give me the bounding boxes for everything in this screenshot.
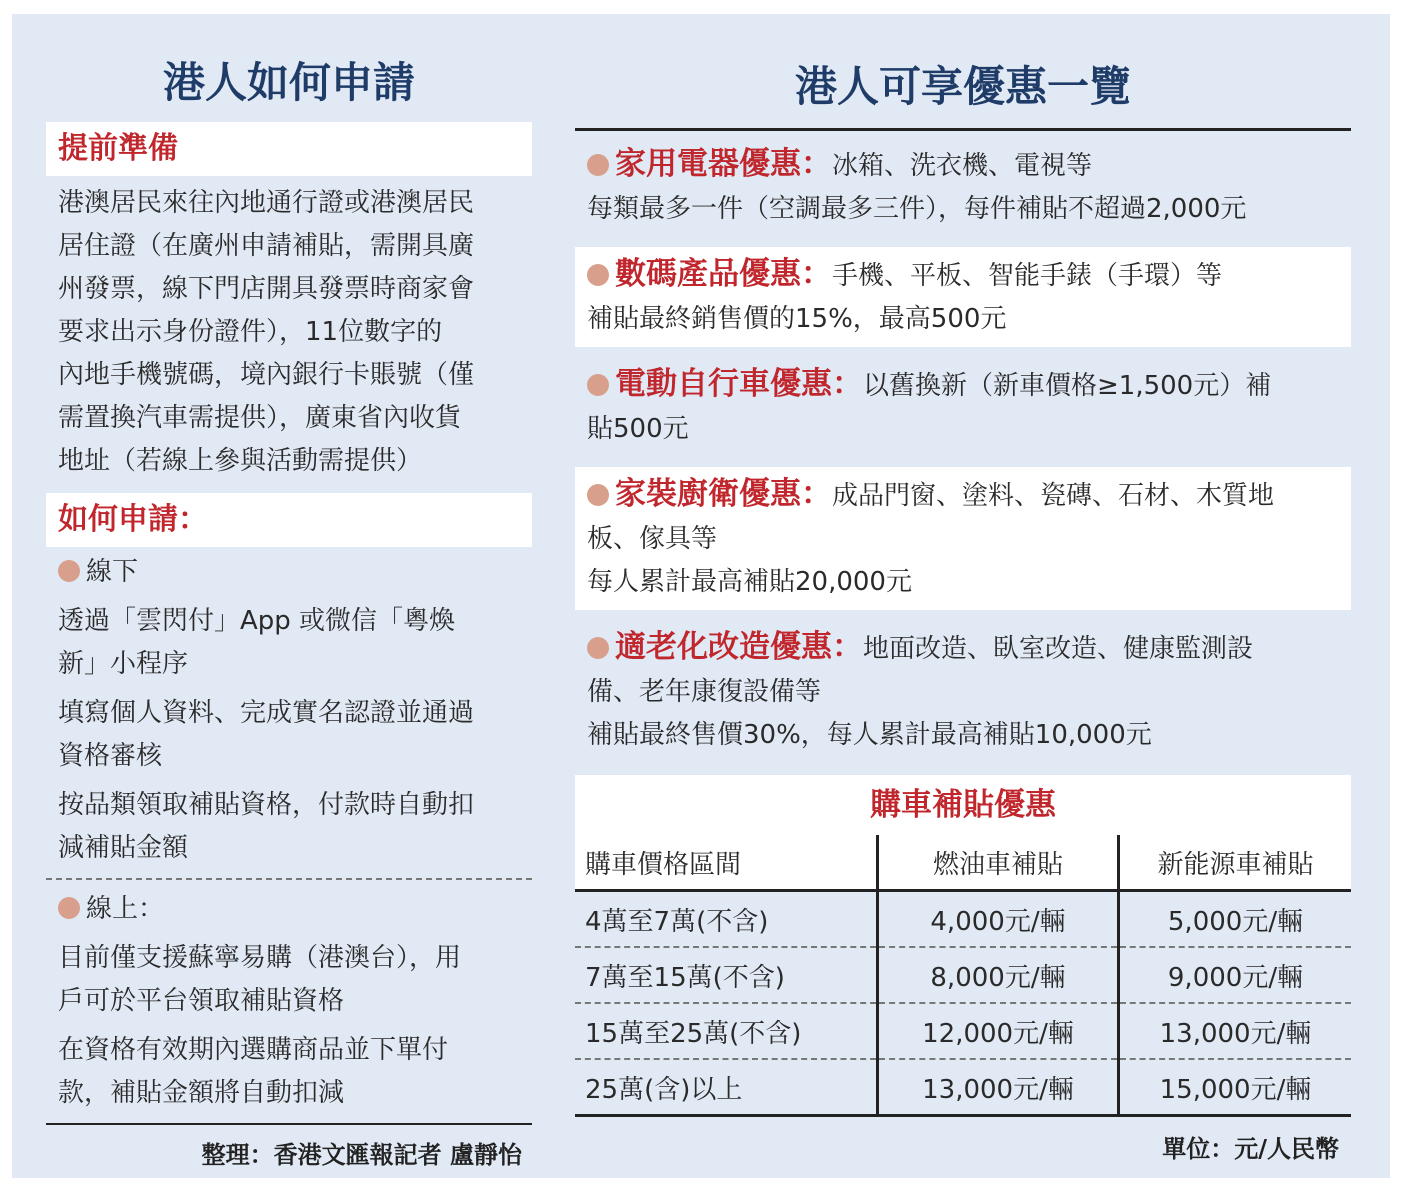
prep-line: 港澳居民來往內地通行證或港澳居民: [58, 188, 475, 218]
step-line: 新」小程序: [58, 649, 189, 679]
nev-cell: 13,000元/輛: [1119, 1003, 1352, 1059]
online-section: [46, 888, 532, 1115]
card-first-line: [587, 363, 1339, 408]
bullet-dot-icon: [587, 154, 609, 176]
step-line: 透過「雲閃付」App 或微信「粵煥: [58, 606, 456, 636]
card-heading: 電動自行車優惠：: [615, 366, 863, 402]
card-text: 補貼最終銷售價的15%，最高500元: [587, 304, 1007, 334]
offline-step: [46, 600, 532, 686]
card-text: 以舊換新（新車價格≥1,500元）補: [863, 371, 1272, 401]
bullet-dot-icon: [587, 374, 609, 396]
card-text: 每人累計最高補貼20,000元: [587, 567, 912, 597]
card-first-line: [587, 626, 1339, 671]
unit-note: 單位：元/人民幣: [1162, 1134, 1339, 1163]
header-nev: 新能源車補貼: [1119, 835, 1352, 891]
step-line: 填寫個人資料、完成實名認證並通過: [58, 698, 475, 728]
offline-label: 線下: [86, 557, 139, 587]
infographic-panel: [12, 14, 1390, 1178]
appliance-card: [575, 137, 1351, 237]
bullet-dot-icon: [587, 264, 609, 286]
step-line: 目前僅支援蘇寧易購（港澳台），用: [58, 943, 462, 973]
online-step: [46, 1029, 532, 1115]
benefits-column: [575, 14, 1351, 1164]
card-heading: 家用電器優惠：: [615, 146, 832, 182]
table-row: [575, 891, 1351, 948]
prep-line: 內地手機號碼，境內銀行卡賬號（僅: [58, 360, 475, 390]
elderly-card: [575, 620, 1351, 763]
prep-line: 州發票，線下門店開具發票時商家會: [58, 274, 475, 304]
online-label-row: [46, 888, 532, 931]
bullet-dot-icon: [587, 637, 609, 659]
dashed-divider: [46, 878, 532, 880]
card-heading: 適老化改造優惠：: [615, 629, 863, 665]
nev-cell: 5,000元/輛: [1119, 891, 1352, 948]
right-title: 港人可享優惠一覽: [794, 62, 1131, 111]
fuel-cell: 13,000元/輛: [878, 1059, 1119, 1116]
car-subsidy-table: [575, 835, 1351, 1117]
bullet-dot-icon: [58, 560, 80, 582]
left-title: 港人如何申請: [162, 58, 415, 107]
offline-step: [46, 692, 532, 778]
step-line: 資格審核: [58, 741, 163, 771]
card-text: 貼500元: [587, 414, 689, 444]
card-text: 板、傢具等: [587, 524, 718, 554]
prep-body: [46, 176, 532, 483]
table-row: [575, 1059, 1351, 1116]
table-row: [575, 947, 1351, 1003]
card-text: 備、老年康復設備等: [587, 677, 822, 707]
offline-label-row: [46, 551, 532, 594]
step-line: 款，補貼金額將自動扣減: [58, 1078, 345, 1108]
fuel-cell: 8,000元/輛: [878, 947, 1119, 1003]
price-range-cell: 25萬(含)以上: [575, 1059, 878, 1116]
card-first-line: [587, 143, 1339, 188]
price-range-cell: 15萬至25萬(不含): [575, 1003, 878, 1059]
byline: 整理：香港文匯報記者 盧靜怡: [201, 1140, 522, 1169]
fuel-cell: 12,000元/輛: [878, 1003, 1119, 1059]
car-table-title: 購車補貼優惠: [575, 775, 1351, 835]
price-range-cell: 4萬至7萬(不含): [575, 891, 878, 948]
card-first-line: [587, 253, 1339, 298]
header-price-range: 購車價格區間: [575, 835, 878, 891]
step-line: 減補貼金額: [58, 833, 189, 863]
title-rule: [575, 128, 1351, 131]
fuel-cell: 4,000元/輛: [878, 891, 1119, 948]
bullet-dot-icon: [58, 897, 80, 919]
online-label: 線上：: [86, 894, 165, 924]
offline-step: [46, 784, 532, 870]
step-line: 在資格有效期內選購商品並下單付: [58, 1035, 449, 1065]
table-header-row: [575, 835, 1351, 891]
offline-section: [46, 547, 532, 870]
card-heading: 家裝廚衛優惠：: [615, 476, 832, 512]
nev-cell: 9,000元/輛: [1119, 947, 1352, 1003]
prep-line: 需置換汽車需提供），廣東省內收貨: [58, 403, 462, 433]
card-text: 每類最多一件（空調最多三件），每件補貼不超過2,000元: [587, 194, 1247, 224]
apply-heading: 如何申請：: [46, 493, 532, 547]
prep-line: 地址（若線上參與活動需提供）: [58, 446, 423, 476]
digital-card: [575, 247, 1351, 347]
table-row: [575, 1003, 1351, 1059]
prep-line: 要求出示身份證件），11位數字的: [58, 317, 443, 347]
card-text: 冰箱、洗衣機、電視等: [832, 151, 1093, 181]
ebike-card: [575, 357, 1351, 457]
card-text: 補貼最終售價30%，每人累計最高補貼10,000元: [587, 720, 1152, 750]
card-heading: 數碼產品優惠：: [615, 256, 832, 292]
step-line: 按品類領取補貼資格，付款時自動扣: [58, 790, 475, 820]
nev-cell: 15,000元/輛: [1119, 1059, 1352, 1116]
card-text: 地面改造、臥室改造、健康監測設: [863, 634, 1254, 664]
bottom-rule: [46, 1123, 532, 1125]
price-range-cell: 7萬至15萬(不含): [575, 947, 878, 1003]
online-step: [46, 937, 532, 1023]
step-line: 戶可於平台領取補貼資格: [58, 986, 345, 1016]
prep-heading: 提前準備: [46, 122, 532, 176]
prep-line: 居住證（在廣州申請補貼，需開具廣: [58, 231, 475, 261]
how-to-apply-column: [46, 14, 532, 1170]
bullet-dot-icon: [587, 484, 609, 506]
card-first-line: [587, 473, 1339, 518]
card-text: 成品門窗、塗料、瓷磚、石材、木質地: [832, 481, 1275, 511]
card-text: 手機、平板、智能手錶（手環）等: [832, 261, 1223, 291]
header-fuel: 燃油車補貼: [878, 835, 1119, 891]
home-card: [575, 467, 1351, 610]
